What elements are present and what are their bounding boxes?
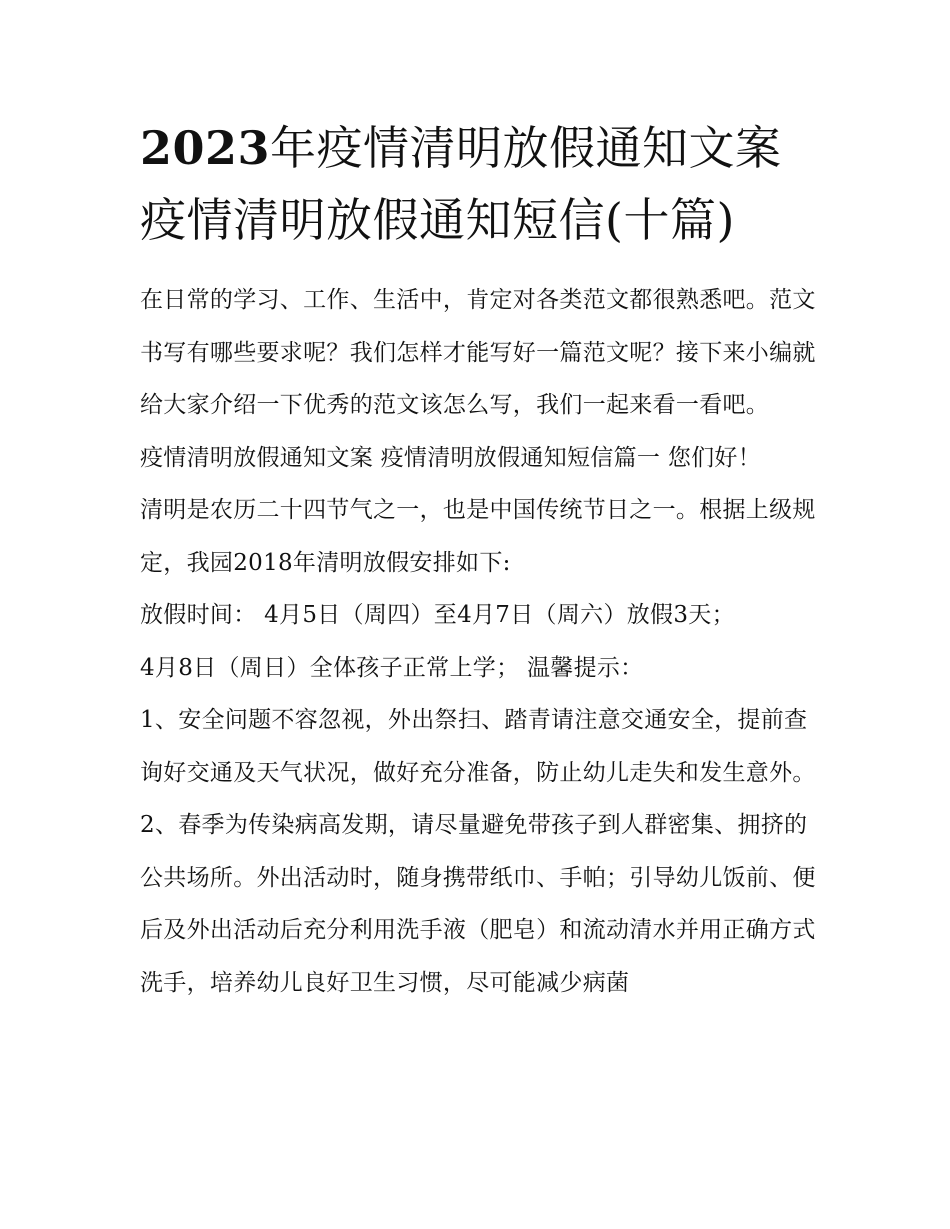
- title-line2-text: 疫情清明放假通知短信(十篇): [140, 193, 735, 247]
- title-line1-text: 年疫情清明放假通知文案: [270, 121, 782, 175]
- school-resume-paragraph: 4月8日（周日）全体孩子正常上学； 温馨提示：: [140, 654, 644, 681]
- notice-heading-paragraph: 疫情清明放假通知文案 疫情清明放假通知短信篇一 您们好！: [140, 444, 762, 471]
- holiday-time-paragraph: 放假时间： 4月5日（周四）至4月7日（周六）放假3天；: [140, 602, 735, 628]
- document-body: [140, 274, 820, 1009]
- notice-intro-paragraph: 清明是农历二十四节气之一，也是中国传统节日之一。根据上级规定，我园2018年清明放假安排如下:: [140, 497, 816, 576]
- title-year: 2023: [140, 121, 271, 175]
- tip-2-paragraph: 2、春季为传染病高发期，请尽量避免带孩子到人群密集、拥挤的公共场所。外出活动时，随身携带纸巾、手帕；引导幼儿饭前、便后及外出活动后充分利用洗手液（肥皂）和流动清水并用正确方式洗手，培养幼儿良好卫生习惯，尽可能减少病菌: [140, 812, 816, 996]
- intro-paragraph: 在日常的学习、工作、生活中，肯定对各类范文都很熟悉吧。范文书写有哪些要求呢？我们怎样才能写好一篇范文呢？接下来小编就给大家介绍一下优秀的范文该怎么写，我们一起来看一看吧。: [140, 287, 816, 418]
- document-title: [140, 112, 830, 256]
- tip-1-paragraph: 1、安全问题不容忽视，外出祭扫、踏青请注意交通安全，提前查询好交通及天气状况，做好充分准备，防止幼儿走失和发生意外。: [140, 707, 816, 786]
